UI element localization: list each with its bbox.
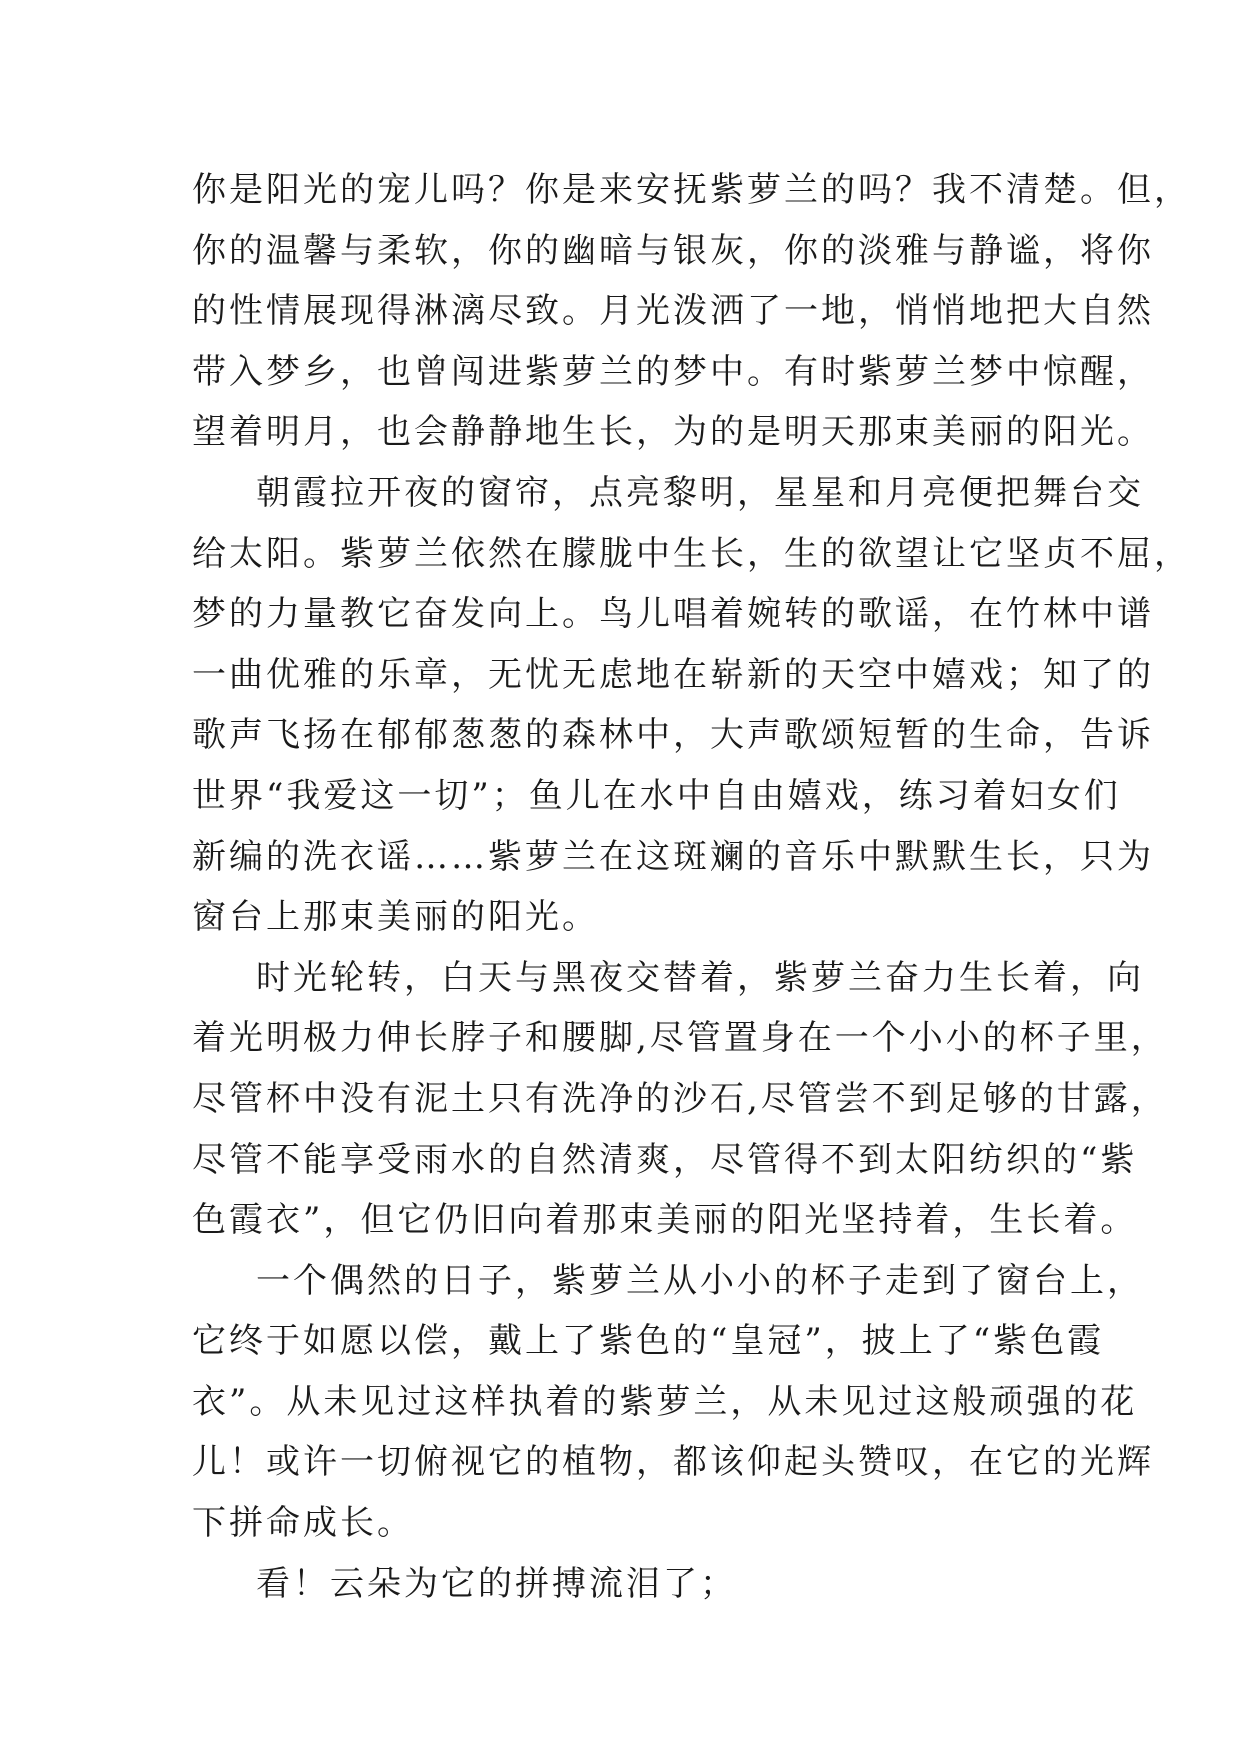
text-line: 世界“我爱这一切”；鱼儿在水中自由嬉戏，练习着妇女们 (192, 775, 1121, 816)
text-line: 下拼命成长。 (192, 1503, 414, 1544)
text-line: 时光轮转，白天与黑夜交替着，紫萝兰奋力生长着，向 (256, 957, 1144, 998)
text-line: 的性情展现得淋漓尽致。月光泼洒了一地，悄悄地把大自然 (192, 291, 1154, 332)
text-line: 它终于如愿以偿，戴上了紫色的“皇冠”，披上了“紫色霞 (192, 1321, 1105, 1362)
text-line: 给太阳。紫萝兰依然在朦胧中生长，生的欲望让它坚贞不屈， (192, 533, 1191, 574)
text-line: 儿！或许一切俯视它的植物，都该仰起头赞叹，在它的光辉 (192, 1442, 1154, 1483)
text-line: 尽管不能享受雨水的自然清爽，尽管得不到太阳纺织的“紫 (192, 1139, 1138, 1180)
text-line: 新编的洗衣谣……紫萝兰在这斑斓的音乐中默默生长，只为 (192, 836, 1154, 877)
text-line: 带入梦乡，也曾闯进紫萝兰的梦中。有时紫萝兰梦中惊醒， (192, 351, 1154, 392)
text-line: 窗台上那束美丽的阳光。 (192, 897, 599, 938)
text-line: 看！云朵为它的拼搏流泪了； (256, 1563, 737, 1604)
text-line: 着光明极力伸长脖子和腰脚,尽管置身在一个小小的杯子里， (192, 1018, 1168, 1059)
text-line: 尽管杯中没有泥土只有洗净的沙石,尽管尝不到足够的甘露， (192, 1078, 1168, 1119)
text-line: 歌声飞扬在郁郁葱葱的森林中，大声歌颂短暂的生命，告诉 (192, 715, 1154, 756)
text-line: 梦的力量教它奋发向上。鸟儿唱着婉转的歌谣，在竹林中谱 (192, 594, 1154, 635)
text-line: 一曲优雅的乐章，无忧无虑地在崭新的天空中嬉戏；知了的 (192, 654, 1154, 695)
text-line: 望着明月，也会静静地生长，为的是明天那束美丽的阳光。 (192, 412, 1154, 453)
text-line: 色霞衣”，但它仍旧向着那束美丽的阳光坚持着，生长着。 (192, 1200, 1138, 1241)
text-line: 你的温馨与柔软，你的幽暗与银灰，你的淡雅与静谧，将你 (192, 230, 1154, 271)
text-line: 你是阳光的宠儿吗？你是来安抚紫萝兰的吗？我不清楚。但， (192, 170, 1191, 210)
text-line: 朝霞拉开夜的窗帘，点亮黎明，星星和月亮便把舞台交 (256, 472, 1144, 513)
body-text (192, 160, 1191, 1614)
text-line: 衣”。从未见过这样执着的紫萝兰，从未见过这般顽强的花 (192, 1381, 1138, 1422)
text-line: 一个偶然的日子，紫萝兰从小小的杯子走到了窗台上， (256, 1260, 1144, 1301)
